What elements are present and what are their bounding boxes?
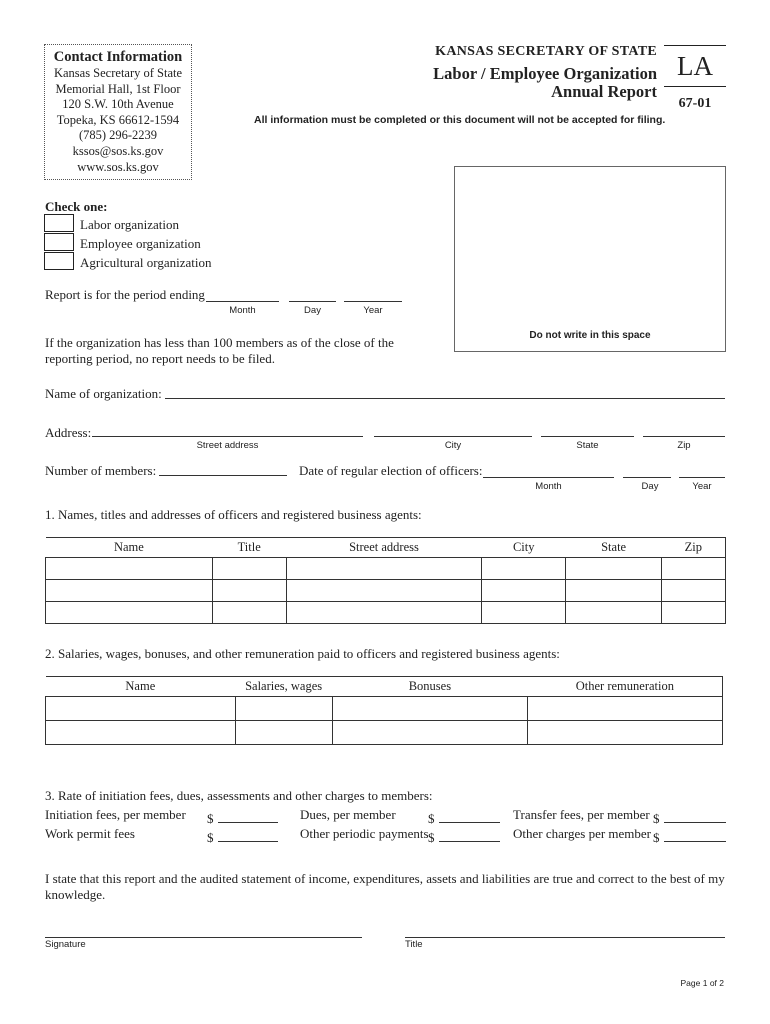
- column-header: Street address: [286, 538, 482, 558]
- table-cell[interactable]: [566, 602, 662, 624]
- election-day-field[interactable]: [623, 477, 671, 478]
- table-header-row: [46, 538, 726, 558]
- column-header: Name: [46, 538, 213, 558]
- table-cell[interactable]: [482, 602, 566, 624]
- signature-caption: Signature: [45, 939, 86, 950]
- member-note-line2: reporting period, no report needs to be filed.: [45, 351, 275, 366]
- contact-info-box: [44, 44, 192, 180]
- form-code-rule: [664, 86, 726, 87]
- column-header: Bonuses: [332, 677, 528, 697]
- form-number: 67-01: [678, 96, 712, 111]
- check-one-label: Check one:: [45, 199, 108, 214]
- currency-symbol: $: [428, 811, 435, 826]
- office-use-label: Do not write in this space: [529, 330, 651, 341]
- state-caption: State: [576, 440, 599, 451]
- filing-notice: All information must be completed or this document will not be accepted for filing.: [254, 114, 666, 126]
- work-permit-field[interactable]: [218, 841, 278, 842]
- title-field[interactable]: [405, 937, 725, 938]
- table-row: [46, 580, 726, 602]
- contact-email[interactable]: kssos@sos.ks.gov: [72, 143, 164, 158]
- column-header: Salaries, wages: [235, 677, 332, 697]
- table-cell[interactable]: [286, 558, 482, 580]
- other-periodic-label: Other periodic payments: [300, 826, 429, 841]
- table-cell[interactable]: [46, 721, 236, 745]
- table-header-row: [46, 677, 723, 697]
- checkbox-employee[interactable]: [44, 233, 74, 251]
- currency-symbol: $: [653, 830, 660, 845]
- table-cell[interactable]: [662, 602, 726, 624]
- option-labor-label: Labor organization: [80, 217, 180, 232]
- table-row: [46, 721, 723, 745]
- table-cell[interactable]: [286, 580, 482, 602]
- election-year-field[interactable]: [679, 477, 725, 478]
- form-code-rule: [664, 45, 726, 46]
- dues-label: Dues, per member: [300, 807, 396, 822]
- table-cell[interactable]: [46, 602, 213, 624]
- street-field[interactable]: [92, 436, 363, 437]
- table-cell[interactable]: [212, 580, 286, 602]
- table-cell[interactable]: [212, 602, 286, 624]
- section3-title: 3. Rate of initiation fees, dues, assessments and other charges to members:: [45, 788, 433, 803]
- table-cell[interactable]: [662, 558, 726, 580]
- table-cell[interactable]: [482, 580, 566, 602]
- transfer-fees-field[interactable]: [664, 822, 726, 823]
- option-employee-label: Employee organization: [80, 236, 201, 251]
- contact-line: Kansas Secretary of State: [53, 66, 183, 80]
- column-header: State: [566, 538, 662, 558]
- form-code: LA: [677, 51, 713, 81]
- table-cell[interactable]: [46, 580, 213, 602]
- address-label: Address:: [45, 425, 92, 440]
- officers-table: [45, 537, 726, 624]
- table-row: [46, 558, 726, 580]
- column-header: City: [482, 538, 566, 558]
- period-month-field[interactable]: [206, 301, 279, 302]
- period-label: Report is for the period ending: [45, 287, 205, 302]
- table-cell[interactable]: [332, 697, 528, 721]
- org-name-field[interactable]: [165, 398, 725, 399]
- period-year-caption: Year: [363, 305, 383, 316]
- statement-line1: I state that this report and the audited statement of income, expenditures, assets and liabilities are true and correct to the best of my: [45, 871, 725, 886]
- contact-line: 120 S.W. 10th Avenue: [62, 97, 174, 112]
- table-cell[interactable]: [482, 558, 566, 580]
- election-month-field[interactable]: [483, 477, 614, 478]
- work-permit-label: Work permit fees: [45, 826, 135, 841]
- org-name-label: Name of organization:: [45, 386, 162, 401]
- table-cell[interactable]: [286, 602, 482, 624]
- table-row: [46, 602, 726, 624]
- form-title: Labor / Employee Organization: [433, 64, 657, 83]
- period-day-caption: Day: [304, 305, 321, 316]
- option-agricultural-label: Agricultural organization: [80, 255, 212, 270]
- form-subtitle: Annual Report: [551, 82, 657, 101]
- election-label: Date of regular election of officers:: [299, 463, 483, 478]
- table-cell[interactable]: [332, 721, 528, 745]
- street-caption: Street address: [196, 440, 259, 451]
- column-header: Zip: [662, 538, 726, 558]
- remuneration-table: [45, 676, 723, 745]
- members-label: Number of members:: [45, 463, 157, 478]
- table-cell[interactable]: [528, 721, 723, 745]
- city-field[interactable]: [374, 436, 532, 437]
- table-cell[interactable]: [46, 697, 236, 721]
- office-use-box: [454, 166, 726, 352]
- page-number: Page 1 of 2: [680, 978, 724, 988]
- currency-symbol: $: [653, 811, 660, 826]
- section2-title: 2. Salaries, wages, bonuses, and other remuneration paid to officers and registered business agents:: [45, 646, 560, 661]
- other-periodic-field[interactable]: [439, 841, 500, 842]
- city-caption: City: [444, 440, 462, 451]
- initiation-fees-label: Initiation fees, per member: [45, 807, 186, 822]
- contact-title: Contact Information: [53, 49, 183, 65]
- currency-symbol: $: [428, 830, 435, 845]
- contact-website[interactable]: www.sos.ks.gov: [77, 159, 159, 174]
- period-month-caption: Month: [229, 305, 256, 316]
- table-cell[interactable]: [662, 580, 726, 602]
- other-charges-label: Other charges per member: [513, 826, 652, 841]
- table-row: [46, 697, 723, 721]
- section1-title: 1. Names, titles and addresses of officers and registered business agents:: [45, 507, 422, 522]
- checkbox-agricultural[interactable]: [44, 252, 74, 270]
- contact-line: Topeka, KS 66612-1594: [56, 112, 180, 127]
- table-cell[interactable]: [235, 721, 332, 745]
- checkbox-labor[interactable]: [44, 214, 74, 232]
- member-note-line1: If the organization has less than 100 members as of the close of the: [45, 335, 394, 350]
- table-cell[interactable]: [566, 558, 662, 580]
- table-cell[interactable]: [566, 580, 662, 602]
- election-month-caption: Month: [535, 481, 562, 492]
- table-cell[interactable]: [235, 697, 332, 721]
- column-header: Other remuneration: [528, 677, 723, 697]
- period-year-field[interactable]: [344, 301, 402, 302]
- election-day-caption: Day: [641, 481, 659, 492]
- agency-name: KANSAS SECRETARY OF STATE: [435, 44, 657, 59]
- transfer-fees-label: Transfer fees, per member: [513, 807, 650, 822]
- election-year-caption: Year: [692, 481, 712, 492]
- zip-field[interactable]: [643, 436, 725, 437]
- title-caption: Title: [405, 939, 423, 950]
- currency-symbol: $: [207, 811, 214, 826]
- table-cell[interactable]: [46, 558, 213, 580]
- state-field[interactable]: [541, 436, 634, 437]
- dues-field[interactable]: [439, 822, 500, 823]
- statement-line2: knowledge.: [45, 887, 106, 902]
- members-field[interactable]: [159, 475, 287, 476]
- column-header: Title: [212, 538, 286, 558]
- zip-caption: Zip: [677, 440, 691, 451]
- period-day-field[interactable]: [289, 301, 336, 302]
- contact-line: (785) 296-2239: [78, 128, 158, 143]
- contact-line: Memorial Hall, 1st Floor: [55, 81, 181, 96]
- initiation-fees-field[interactable]: [218, 822, 278, 823]
- signature-field[interactable]: [45, 937, 362, 938]
- currency-symbol: $: [207, 830, 214, 845]
- table-cell[interactable]: [528, 697, 723, 721]
- other-charges-field[interactable]: [664, 841, 726, 842]
- table-cell[interactable]: [212, 558, 286, 580]
- form-code-box: [664, 45, 726, 123]
- column-header: Name: [46, 677, 236, 697]
